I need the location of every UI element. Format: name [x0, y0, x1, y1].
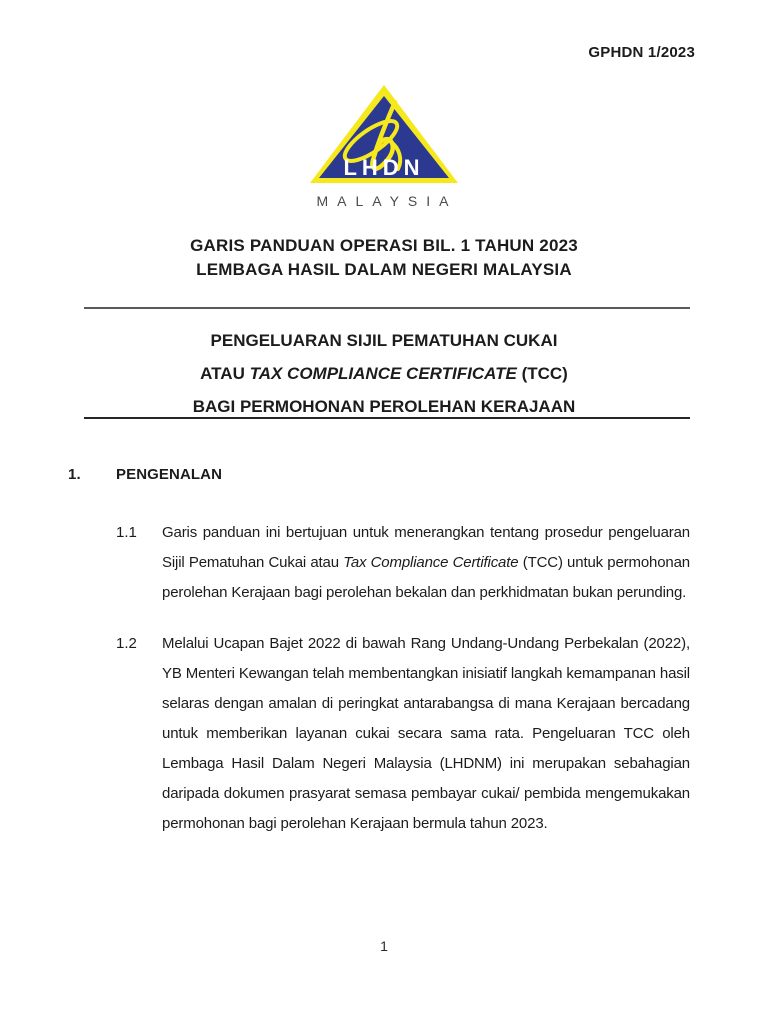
- paragraph-1-1: [162, 518, 690, 608]
- subject-line3: BAGI PERMOHONAN PEROLEHAN KERAJAAN: [192, 397, 576, 416]
- subject-line1: PENGELUARAN SIJIL PEMATUHAN CUKAI: [210, 331, 558, 350]
- doc-title: [0, 234, 768, 282]
- paragraph-1-1-seg2-italic: Tax Compliance Certificate: [343, 554, 519, 571]
- section-heading: PENGENALAN: [116, 466, 223, 483]
- page-number: 1: [380, 938, 388, 954]
- paragraph-1-2: [162, 629, 690, 839]
- logo-country: MALAYSIA: [316, 193, 458, 209]
- paragraph-1-2-number: 1.2: [116, 635, 137, 652]
- paragraph-1-2-text: Melalui Ucapan Bajet 2022 di bawah Rang Undang-Undang Perbekalan (2022), YB Menteri Kewangan telah membentangkan inisiatif langkah kemampanan hasil selaras dengan amalan di peringkat antarabangsa di mana Kerajaan bercadang untuk memberikan layanan cukai secara sama rata. Pengeluaran TCC oleh Lembaga Hasil Dalam Negeri Malaysia (LHDNM) ini merupakan sebahagian daripada dokumen prasyarat semasa pembayar cukai/ pembida mengemukakan permohonan bagi perolehan Kerajaan bermula tahun 2023.: [162, 635, 690, 832]
- paragraph-1-1-number: 1.1: [116, 524, 137, 541]
- doc-title-line2: LEMBAGA HASIL DALAM NEGERI MALAYSIA: [196, 260, 572, 279]
- subject-line2: ATAU TAX COMPLIANCE CERTIFICATE (TCC): [200, 364, 568, 383]
- doc-title-line1: GARIS PANDUAN OPERASI BIL. 1 TAHUN 2023: [190, 236, 578, 255]
- logo-acronym: LHDN: [343, 155, 425, 180]
- paragraph-1-1-seg1: Garis panduan ini bertujuan untuk menerangkan tentang prosedur pengeluaran Sijil Pematuhan Cukai atau: [162, 524, 690, 571]
- lhdn-logo: [309, 84, 459, 214]
- doc-ref: GPHDN 1/2023: [588, 44, 695, 61]
- divider-bottom: [84, 417, 690, 419]
- lhdn-logo-graphic: [309, 84, 459, 214]
- section-number: 1.: [68, 466, 81, 483]
- divider-top: [84, 307, 690, 309]
- paragraph-1-1-seg3: (TCC) untuk permohonan perolehan Kerajaan bagi perolehan bekalan dan perkhidmatan bukan perunding.: [162, 554, 690, 601]
- subject-block: [0, 324, 768, 423]
- subject-line2-italic: TAX COMPLIANCE CERTIFICATE: [249, 364, 517, 383]
